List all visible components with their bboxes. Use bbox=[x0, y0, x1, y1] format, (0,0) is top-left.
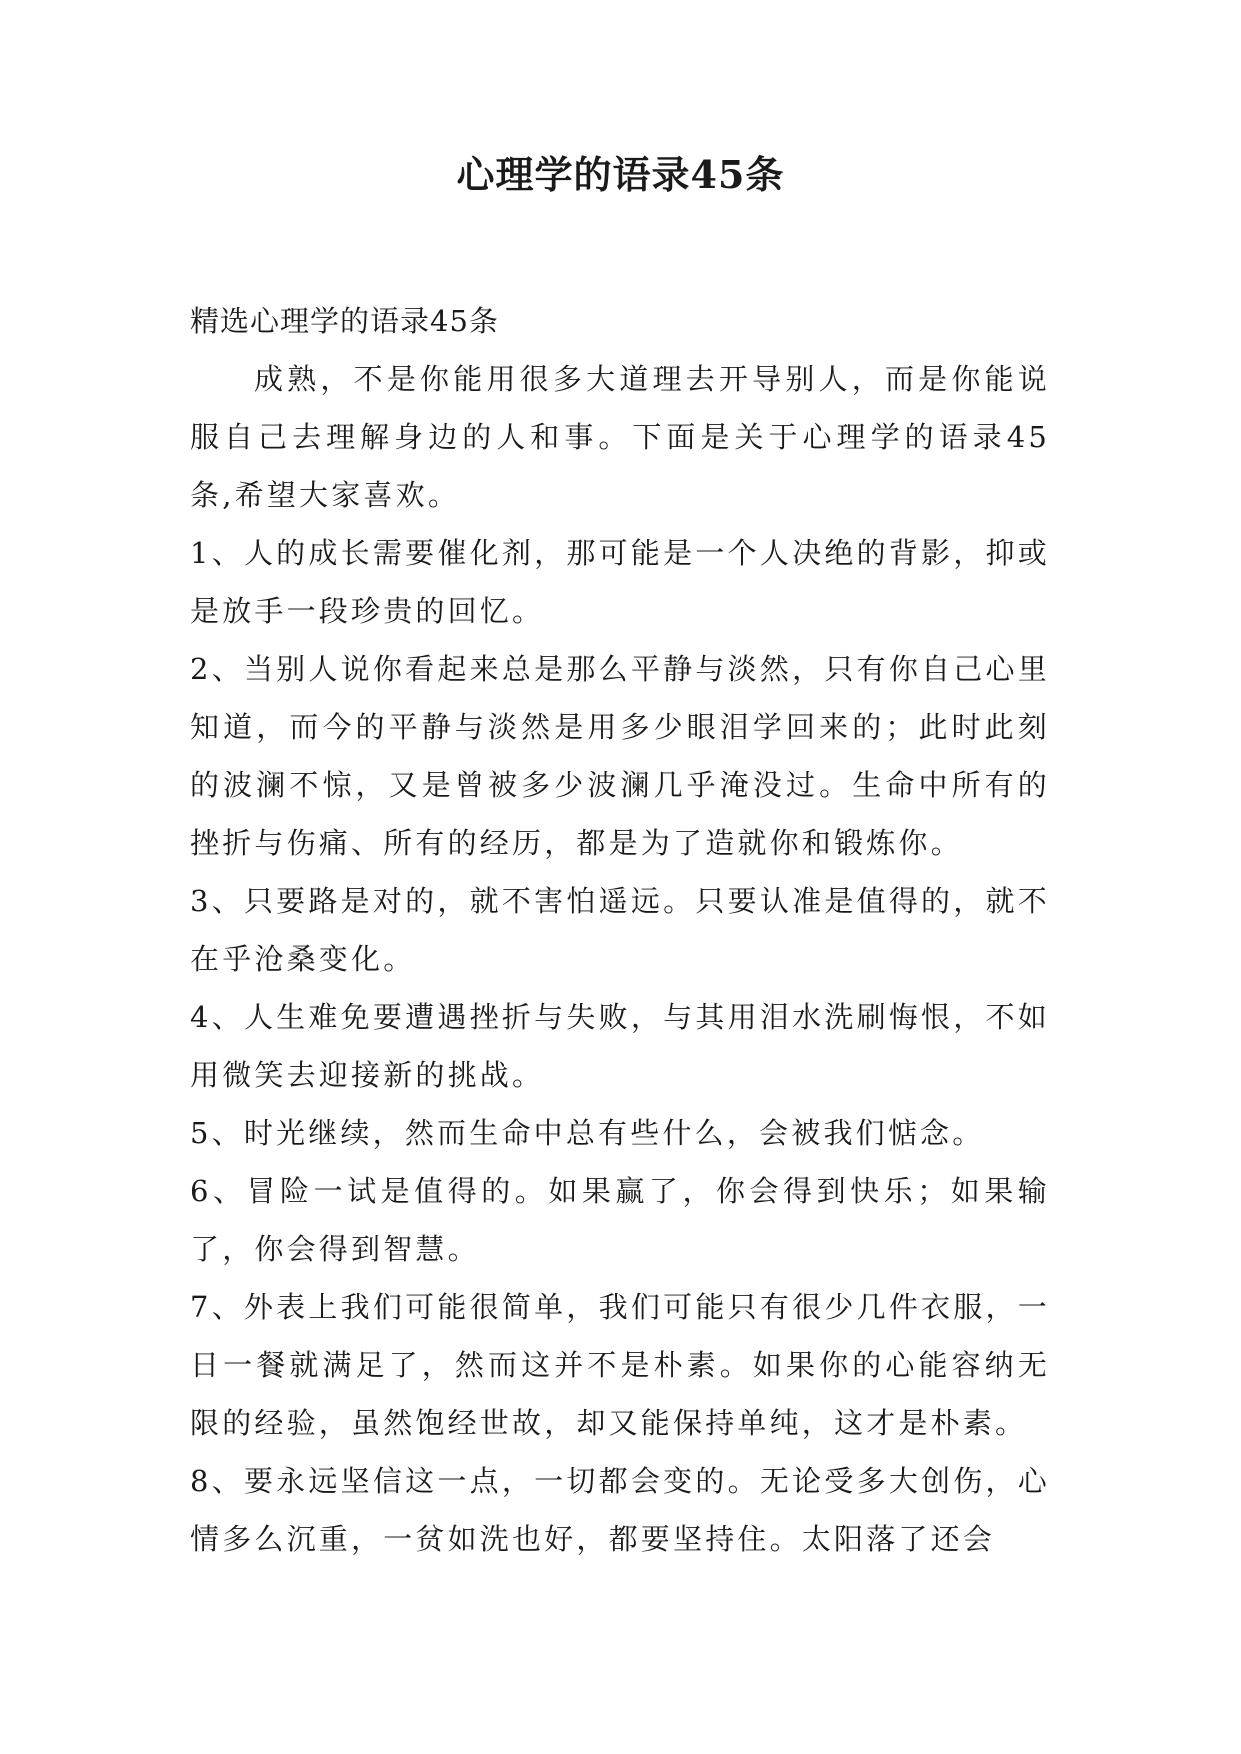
quote-item: 1、人的成长需要催化剂，那可能是一个人决绝的背影，抑或是放手一段珍贵的回忆。 bbox=[190, 536, 1050, 628]
quote-item: 2、当别人说你看起来总是那么平静与淡然，只有你自己心里知道，而今的平静与淡然是用多少眼泪学回来的；此时此刻的波澜不惊，又是曾被多少波澜几乎淹没过。生命中所有的挫折与伤痛、所有的经历，都是为了造就你和锻炼你。 bbox=[190, 652, 1050, 860]
quote-item: 7、外表上我们可能很简单，我们可能只有很少几件衣服，一日一餐就满足了，然而这并不是朴素。如果你的心能容纳无限的经验，虽然饱经世故，却又能保持单纯，这才是朴素。 bbox=[190, 1290, 1050, 1440]
document-body bbox=[190, 292, 1050, 1568]
intro-paragraph: 成熟，不是你能用很多大道理去开导别人，而是你能说服自己去理解身边的人和事。下面是关于心理学的语录45条,希望大家喜欢。 bbox=[190, 362, 1050, 512]
quote-item: 4、人生难免要遭遇挫折与失败，与其用泪水洗刷悔恨，不如用微笑去迎接新的挑战。 bbox=[190, 1000, 1050, 1092]
quote-item: 8、要永远坚信这一点，一切都会变的。无论受多大创伤，心情多么沉重，一贫如洗也好，都要坚持住。太阳落了还会 bbox=[190, 1464, 1050, 1556]
document-title: 心理学的语录45条 bbox=[456, 152, 785, 197]
quote-item: 6、冒险一试是值得的。如果赢了，你会得到快乐；如果输了，你会得到智慧。 bbox=[190, 1174, 1050, 1266]
document-subtitle: 精选心理学的语录45条 bbox=[190, 304, 499, 338]
quote-item: 5、时光继续，然而生命中总有些什么，会被我们惦念。 bbox=[190, 1116, 985, 1150]
quote-item: 3、只要路是对的，就不害怕遥远。只要认准是值得的，就不在乎沧桑变化。 bbox=[190, 884, 1050, 976]
